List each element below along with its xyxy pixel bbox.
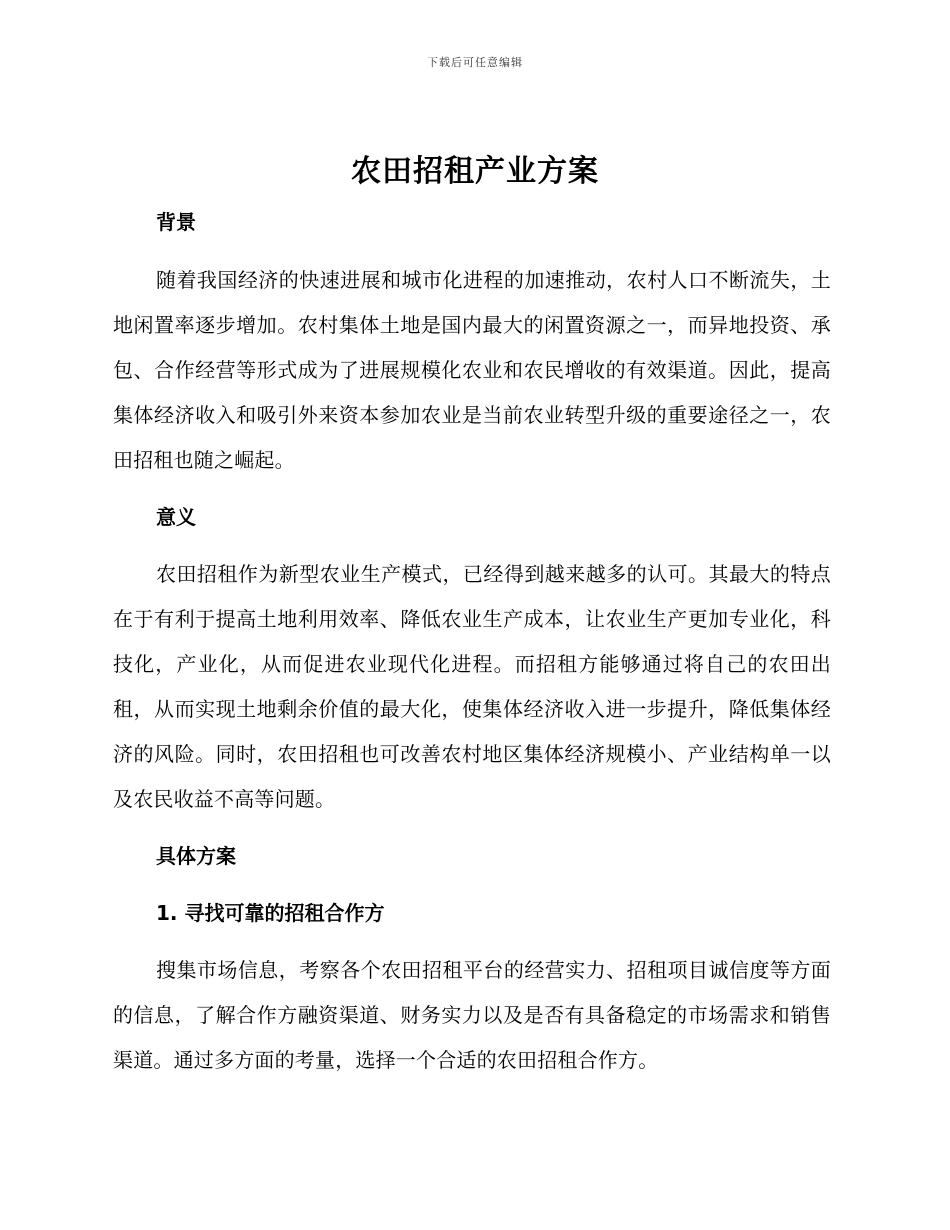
subsection-paragraph-step1: 搜集市场信息，考察各个农田招租平台的经营实力、招租项目诚信度等方面的信息，了解合作方融资渠道、财务实力以及是否有具备稳定的市场需求和销售渠道。通过多方面的考量，选择一个合适的农田招租合作方。 xyxy=(113,958,831,1072)
section-heading-meaning: 意义 xyxy=(156,505,196,529)
section-heading-plan: 具体方案 xyxy=(156,844,236,868)
document-title: 农田招租产业方案 xyxy=(351,154,599,189)
section-paragraph-meaning: 农田招租作为新型农业生产模式，已经得到越来越多的认可。其最大的特点在于有利于提高土地利用效率、降低农业生产成本，让农业生产更加专业化，科技化，产业化，从而促进农业现代化进程。而招租方能够通过将自己的农田出租，从而实现土地剩余价值的最大化，使集体经济收入进一步提升，降低集体经济的风险。同时，农田招租也可改善农村地区集体经济规模小、产业结构单一以及农民收益不高等问题。 xyxy=(113,562,831,811)
section-heading-background: 背景 xyxy=(156,210,196,234)
header-note: 下载后可任意编辑 xyxy=(427,56,523,69)
subsection-heading-step1: 1. 寻找可靠的招租合作方 xyxy=(156,901,385,925)
section-paragraph-background: 随着我国经济的快速进展和城市化进程的加速推动，农村人口不断流失，土地闲置率逐步增加。农村集体土地是国内最大的闲置资源之一，而异地投资、承包、合作经营等形式成为了进展规模化农业和农民增收的有效渠道。因此，提高集体经济收入和吸引外来资本参加农业是当前农业转型升级的重要途径之一，农田招租也随之崛起。 xyxy=(113,268,831,472)
